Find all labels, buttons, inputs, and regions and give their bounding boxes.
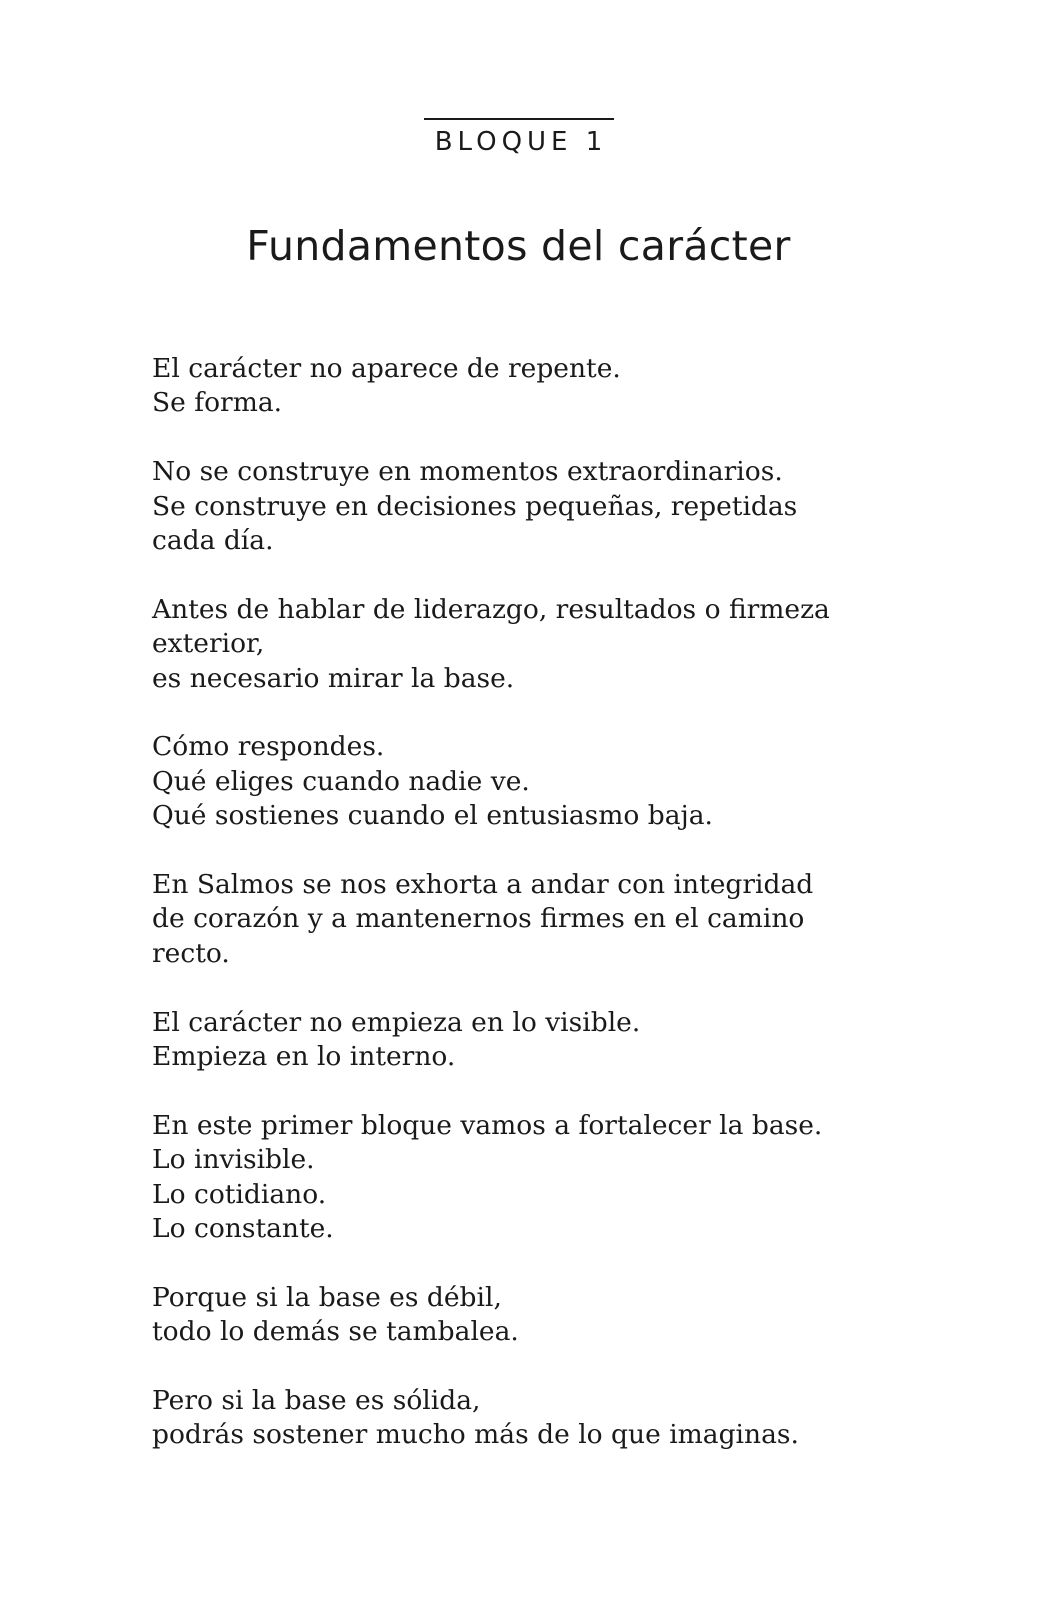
text-line: todo lo demás se tambalea. — [152, 1316, 519, 1348]
paragraph — [152, 1006, 892, 1075]
text-line: Empieza en lo interno. — [152, 1041, 456, 1073]
text-line: El carácter no aparece de repente. — [152, 353, 621, 384]
text-line: Lo cotidiano. — [152, 1178, 327, 1210]
paragraph — [152, 1281, 892, 1350]
text-line: de corazón y a mantenernos firmes en el camino — [152, 903, 805, 935]
text-line: Porque si la base es débil, — [152, 1281, 502, 1313]
text-line: En Salmos se nos exhorta a andar con integridad — [152, 869, 814, 901]
text-line: Pero si la base es sólida, — [152, 1385, 481, 1417]
text-line: Lo constante. — [152, 1213, 334, 1245]
text-line: Se construye en decisiones pequeñas, repetidas — [152, 490, 798, 522]
text-line: recto. — [152, 937, 230, 969]
text-line: Antes de hablar de liderazgo, resultados o firmeza — [152, 593, 830, 625]
text-line: Cómo respondes. — [152, 731, 385, 763]
paragraph — [152, 730, 892, 833]
paragraph — [152, 352, 892, 421]
block-rule — [424, 118, 614, 120]
text-line: El carácter no empieza en lo visible. — [152, 1006, 641, 1038]
block-header — [0, 118, 1037, 158]
chapter-title: Fundamentos del carácter — [246, 222, 791, 270]
text-line: En este primer bloque vamos a fortalecer la base. — [152, 1109, 823, 1141]
text-line: Qué eliges cuando nadie ve. — [152, 765, 530, 797]
text-line: Se forma. — [152, 387, 283, 419]
paragraph — [152, 593, 892, 696]
block-label: BLOQUE 1 — [434, 127, 608, 157]
paragraph — [152, 868, 892, 971]
paragraph — [152, 1109, 892, 1247]
body-text — [152, 352, 892, 1453]
text-line: Qué sostienes cuando el entusiasmo baja. — [152, 800, 713, 832]
text-line: exterior, — [152, 628, 265, 660]
text-line: es necesario mirar la base. — [152, 662, 515, 694]
paragraph — [152, 1384, 892, 1453]
text-line: No se construye en momentos extraordinarios. — [152, 456, 783, 488]
text-line: cada día. — [152, 525, 274, 557]
text-line: Lo invisible. — [152, 1144, 315, 1176]
paragraph — [152, 455, 892, 558]
text-line: podrás sostener mucho más de lo que imaginas. — [152, 1419, 799, 1451]
